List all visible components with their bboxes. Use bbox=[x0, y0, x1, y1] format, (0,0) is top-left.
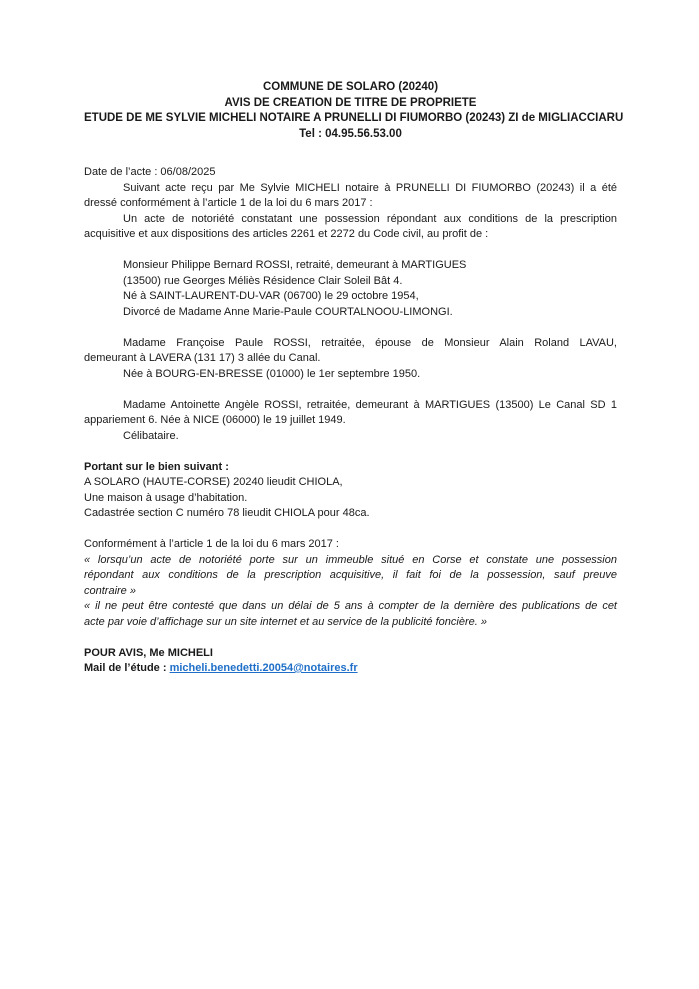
mail-link[interactable]: micheli.benedetti.20054@notaires.fr bbox=[169, 662, 358, 674]
document-line: Madame Antoinette Angèle ROSSI, retraitée, demeurant à MARTIGUES (13500) Le Canal SD 1 bbox=[123, 398, 617, 411]
document-line: A SOLARO (HAUTE-CORSE) 20240 lieudit CHIOLA, bbox=[84, 476, 343, 488]
document-header bbox=[84, 80, 624, 142]
document-line: Madame Françoise Paule ROSSI, retraitée, épouse de Monsieur Alain Roland LAVAU, bbox=[123, 336, 617, 349]
header-etude-line: ETUDE DE ME SYLVIE MICHELI NOTAIRE A PRUNELLI DI FIUMORBO (20243) ZI de MIGLIACCIARU bbox=[84, 112, 624, 124]
document-line: Monsieur Philippe Bernard ROSSI, retraité, demeurant à MARTIGUES bbox=[123, 259, 467, 271]
mail-line bbox=[84, 661, 617, 677]
document-line: contraire » bbox=[84, 584, 136, 597]
document-line: dressé conformément à l’article 1 de la loi du 6 mars 2017 : bbox=[84, 197, 373, 209]
document-line: « il ne peut être contesté que dans un délai de 5 ans à compter de la dernière des publications de cet bbox=[84, 600, 617, 612]
document-line: Célibataire. bbox=[123, 429, 179, 442]
paragraph bbox=[84, 258, 617, 320]
document-line: acquisitive et aux dispositions des articles 2261 et 2272 du Code civil, au profit de : bbox=[84, 228, 489, 240]
document-line: Née à BOURG-EN-BRESSE (01000) le 1er septembre 1950. bbox=[123, 367, 421, 380]
document-line: Conformément à l’article 1 de la loi du 6 mars 2017 : bbox=[84, 538, 339, 550]
header-tel-line: Tel : 04.95.56.53.00 bbox=[299, 127, 402, 140]
document-line: Date de l’acte : 06/08/2025 bbox=[84, 166, 216, 178]
paragraph bbox=[84, 398, 617, 445]
mail-label: Mail de l’étude : bbox=[84, 662, 170, 674]
document-line: Un acte de notoriété constatant une possession répondant aux conditions de la prescription bbox=[123, 212, 617, 225]
document-line: Divorcé de Madame Anne Marie-Paule COURTALNOOU-LIMONGI. bbox=[123, 305, 453, 318]
document-line: Portant sur le bien suivant : bbox=[84, 460, 229, 473]
document-line: Cadastrée section C numéro 78 lieudit CHIOLA pour 48ca. bbox=[84, 507, 370, 519]
document-line: Suivant acte reçu par Me Sylvie MICHELI notaire à PRUNELLI DI FIUMORBO (20243) il a été bbox=[123, 181, 617, 194]
pour-avis-line: POUR AVIS, Me MICHELI bbox=[84, 646, 213, 659]
paragraph bbox=[84, 165, 617, 243]
paragraph bbox=[84, 460, 617, 522]
document-line: Une maison à usage d’habitation. bbox=[84, 491, 248, 504]
document-line: « lorsqu’un acte de notoriété porte sur un immeuble situé en Corse et constate une possession bbox=[84, 553, 617, 566]
paragraph bbox=[84, 537, 617, 630]
paragraph bbox=[84, 336, 617, 383]
document-line: acte par voie d’affichage sur un site internet et au service de la publicité foncière. » bbox=[84, 615, 487, 628]
document-line: (13500) rue Georges Méliès Résidence Clair Soleil Bât 4. bbox=[123, 274, 403, 287]
document-footer bbox=[84, 646, 617, 677]
document-line: appariement 6. Née à NICE (06000) le 19 juillet 1949. bbox=[84, 414, 346, 426]
header-avis-title-line: AVIS DE CREATION DE TITRE DE PROPRIETE bbox=[224, 96, 477, 109]
document-line: Né à SAINT-LAURENT-DU-VAR (06700) le 29 octobre 1954, bbox=[123, 290, 419, 302]
document-body bbox=[84, 165, 617, 630]
document-line: demeurant à LAVERA (131 17) 3 allée du Canal. bbox=[84, 352, 321, 364]
header-commune-line: COMMUNE DE SOLARO (20240) bbox=[262, 81, 439, 93]
document-line: répondant aux conditions de la prescription acquisitive, il fait foi de la possession, sauf preuve bbox=[84, 569, 617, 581]
